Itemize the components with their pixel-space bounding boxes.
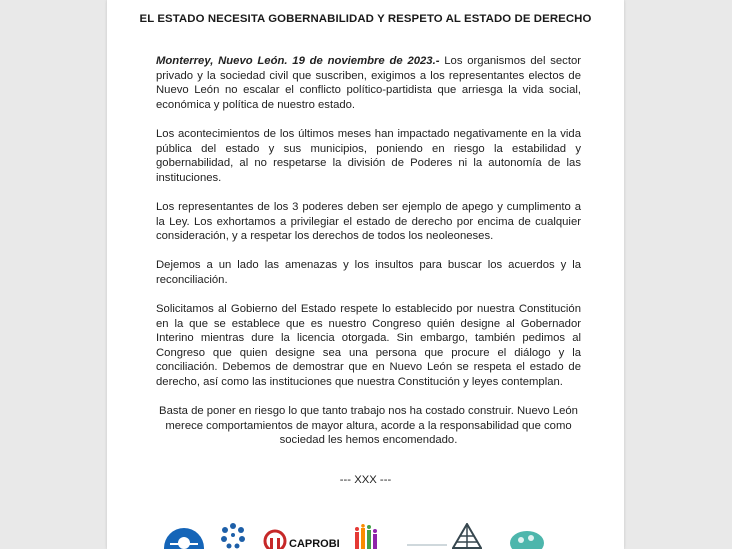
document-page — [107, 0, 624, 549]
logo-blue-emblem — [162, 526, 206, 549]
paragraph-1-text: Los organismos del sector privado y la sociedad civil que suscriben, exigimos a los representantes electos de Nuevo León no escalar el conflicto político-partidista que arriesga la vida social, económica y política de nuestro estado. — [156, 55, 582, 111]
dateline: Monterrey, Nuevo León. 19 de noviembre de 2023.- — [156, 55, 440, 67]
paragraph-3: Los representantes de los 3 poderes deben ser ejemplo de apego y cumplimento a la Ley. Los exhortamos a privilegiar el estado de derecho por encima de cualquier consideración, y a respetar los derechos de todos los neoleoneses. — [156, 200, 581, 243]
logo-caprobi-mark — [263, 529, 287, 549]
paragraph-4: Dejemos a un lado las amenazas y los insultos para buscar los acuerdos y la reconciliación. — [156, 259, 581, 286]
document-body — [156, 54, 581, 463]
document-title: EL ESTADO NECESITA GOBERNABILIDAD Y RESPETO AL ESTADO DE DERECHO — [139, 13, 592, 25]
signatory-logos — [107, 520, 624, 549]
paragraph-5: Solicitamos al Gobierno del Estado respete lo establecido por nuestra Constitución en la que se establece que es nuestro Congreso quién designe al Gobernador Interino mientras dure la licencia otorgada. Sin embargo, también pedimos al Congreso que quien designe sea una persona que procure el diálogo y la conciliación. Debemos de demostrar que en Nuevo León se respeta el estado de derecho, así como las instituciones que nuestra Constitución y leyes contemplan. — [156, 303, 581, 389]
logo-triangle-structure — [452, 523, 482, 549]
paragraph-6: Basta de poner en riesgo lo que tanto trabajo nos ha costado construir. Nuevo León merece comportamientos de mayor altura, acorde a la responsabilidad que como sociedad les hemos encomendado. — [159, 405, 578, 447]
paragraph-1 — [156, 54, 581, 112]
logo-colorful-figures — [353, 524, 381, 549]
logo-caprobi-text: CAPROBI — [289, 538, 340, 549]
logo-dotted-ring — [220, 522, 246, 549]
paragraph-2: Los acontecimientos de los últimos meses han impactado negativamente en la vida pública del estado y sus municipios, poniendo en riesgo la estabilidad y gobernabilidad, al no respetarse la división de Poderes ni la autonomía de las instituciones. — [156, 127, 581, 184]
logo-faint-mark — [407, 542, 447, 549]
logo-teal-emblem — [509, 529, 545, 549]
closing-mark: --- XXX --- — [339, 474, 392, 486]
